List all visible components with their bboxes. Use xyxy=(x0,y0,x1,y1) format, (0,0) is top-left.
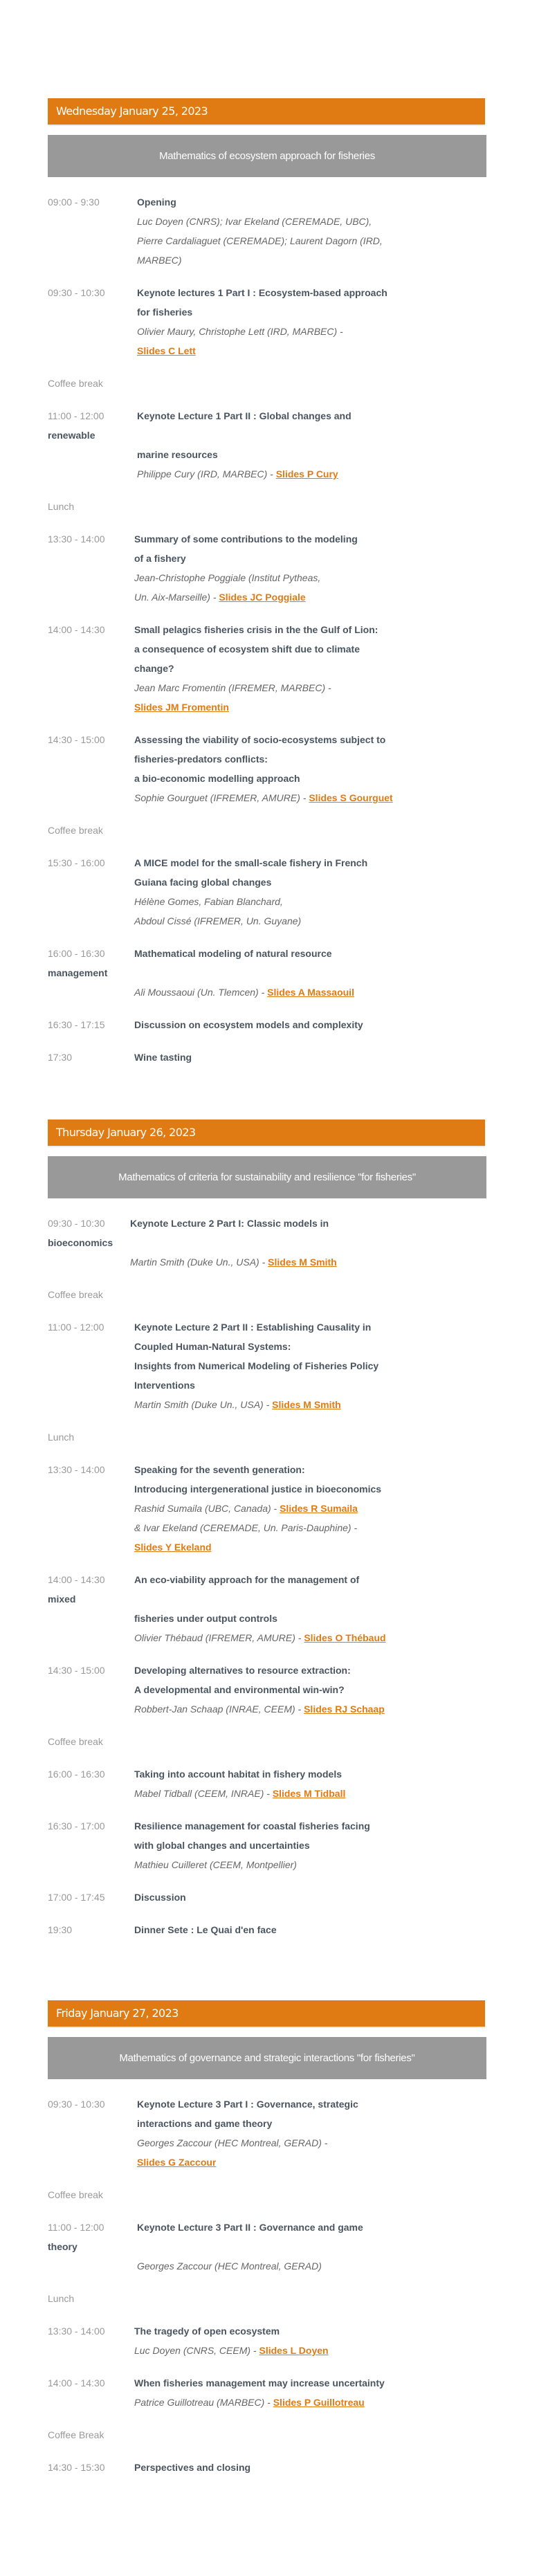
item-title: Insights from Numerical Modeling of Fisheries Policy xyxy=(134,1360,379,1371)
slides-link[interactable]: Slides RJ Schaap xyxy=(304,1703,385,1715)
item-time: 17:00 - 17:45 xyxy=(48,1892,105,1903)
item-time: 13:30 - 14:00 xyxy=(48,2326,105,2337)
item-title: Perspectives and closing xyxy=(134,2462,251,2473)
item-title: Summary of some contributions to the modeling xyxy=(134,533,358,545)
item-speaker: Hélène Gomes, Fabian Blanchard, xyxy=(134,896,283,907)
slides-link[interactable]: Slides C Lett xyxy=(137,345,196,356)
schedule-list xyxy=(48,2094,485,2477)
item-time: 09:30 - 10:30 xyxy=(48,287,105,298)
item-time: 11:00 - 12:00 xyxy=(48,410,104,421)
schedule-item xyxy=(48,1570,485,1647)
slides-link[interactable]: Slides O Thébaud xyxy=(304,1632,386,1643)
item-time: 11:00 - 12:00 xyxy=(48,2222,104,2233)
item-speaker: Mathieu Cuilleret (CEEM, Montpellier) xyxy=(134,1859,297,1870)
slides-link[interactable]: Slides M Smith xyxy=(268,1257,337,1268)
item-title: Keynote Lecture 1 Part II : Global changes and xyxy=(137,410,351,421)
item-speaker: Luc Doyen (CNRS); Ivar Ekeland (CEREMADE, UBC), xyxy=(137,216,372,227)
item-speaker: Philippe Cury (IRD, MARBEC) - xyxy=(137,468,273,479)
item-speaker: Martin Smith (Duke Un., USA) - xyxy=(130,1257,266,1268)
item-title: Resilience management for coastal fisheries facing xyxy=(134,1820,370,1831)
schedule-item xyxy=(48,1920,485,1939)
item-time: 15:30 - 16:00 xyxy=(48,857,105,868)
item-time: 14:00 - 14:30 xyxy=(48,1574,105,1585)
schedule-item xyxy=(48,529,485,607)
schedule-item xyxy=(48,2321,485,2360)
item-title: Coupled Human-Natural Systems: xyxy=(134,1341,291,1352)
item-title: of a fishery xyxy=(134,553,186,564)
item-speaker: Abdoul Cissé (IFREMER, Un. Guyane) xyxy=(134,915,302,926)
schedule-item xyxy=(48,2458,485,2477)
item-title: Keynote Lecture 3 Part I : Governance, strategic xyxy=(137,2099,358,2110)
item-speaker: Pierre Cardaliaguet (CEREMADE); Laurent Dagorn (IRD, xyxy=(137,235,383,246)
slides-link[interactable]: Slides M Smith xyxy=(272,1399,341,1410)
schedule-item xyxy=(48,1764,485,1803)
schedule-item xyxy=(48,853,485,931)
break-label: Lunch xyxy=(48,1432,75,1443)
item-title: with global changes and uncertainties xyxy=(134,1840,310,1851)
item-title: fisheries-predators conflicts: xyxy=(134,753,268,765)
item-title: Speaking for the seventh generation: xyxy=(134,1464,305,1475)
item-time: 13:30 - 14:00 xyxy=(48,1464,105,1475)
schedule-item xyxy=(48,283,485,360)
item-title: marine resources xyxy=(137,449,218,460)
item-title: A MICE model for the small-scale fishery in French xyxy=(134,857,368,868)
item-speaker: & Ivar Ekeland (CEREMADE, Un. Paris-Dauphine) - xyxy=(134,1522,358,1533)
item-time: 13:30 - 14:00 xyxy=(48,533,105,545)
item-speaker: Ali Moussaoui (Un. Tlemcen) - xyxy=(134,987,265,998)
schedule-list xyxy=(48,192,485,1067)
slides-link[interactable]: Slides JM Fromentin xyxy=(134,702,229,713)
schedule-item xyxy=(48,1317,485,1414)
slides-link[interactable]: Slides R Sumaila xyxy=(280,1503,358,1514)
item-title: Wine tasting xyxy=(134,1052,192,1063)
schedule-item xyxy=(48,620,485,717)
day-section-wednesday xyxy=(48,98,485,1067)
item-time: 16:30 - 17:00 xyxy=(48,1820,105,1831)
item-speaker: Robbert-Jan Schaap (INRAE, CEEM) - xyxy=(134,1703,302,1715)
schedule-item xyxy=(48,2218,485,2276)
item-title: An eco-viability approach for the management of xyxy=(134,1574,360,1585)
break-label: Coffee break xyxy=(48,378,103,389)
item-speaker: Olivier Maury, Christophe Lett (IRD, MARBEC) - xyxy=(137,326,343,337)
break-label: Coffee break xyxy=(48,1736,103,1747)
item-time: 14:30 - 15:30 xyxy=(48,2462,105,2473)
slides-link[interactable]: Slides A Massaouil xyxy=(267,987,354,998)
item-title: change? xyxy=(134,663,174,674)
break-label: Coffee break xyxy=(48,2189,103,2200)
item-speaker: Jean Marc Fromentin (IFREMER, MARBEC) - xyxy=(134,682,331,693)
item-time: 09:30 - 10:30 xyxy=(48,1218,105,1229)
schedule-item xyxy=(48,730,485,807)
item-title-wrap: bioeconomics xyxy=(48,1237,113,1248)
item-time: 14:00 - 14:30 xyxy=(48,2377,105,2388)
item-title: Assessing the viability of socio-ecosystems subject to xyxy=(134,734,386,745)
item-speaker: Martin Smith (Duke Un., USA) - xyxy=(134,1399,270,1410)
item-title: Developing alternatives to resource extraction: xyxy=(134,1665,351,1676)
item-title: fisheries under output controls xyxy=(134,1613,277,1624)
schedule-item xyxy=(48,1015,485,1034)
slides-link[interactable]: Slides L Doyen xyxy=(259,2345,329,2356)
item-time: 14:00 - 14:30 xyxy=(48,624,105,635)
item-title: Small pelagics fisheries crisis in the the Gulf of Lion: xyxy=(134,624,378,635)
item-title: The tragedy of open ecosystem xyxy=(134,2326,280,2337)
break-label: Lunch xyxy=(48,501,75,512)
item-time: 11:00 - 12:00 xyxy=(48,1322,104,1333)
theme-bar: Mathematics of ecosystem approach for fisheries xyxy=(48,135,486,177)
theme-bar: Mathematics of governance and strategic interactions "for fisheries" xyxy=(48,2037,486,2079)
schedule-item xyxy=(48,406,485,484)
item-speaker: Luc Doyen (CNRS, CEEM) - xyxy=(134,2345,257,2356)
item-speaker: Jean-Christophe Poggiale (Institut Pytheas, xyxy=(134,572,321,583)
item-speaker: MARBEC) xyxy=(137,255,182,266)
item-time: 19:30 xyxy=(48,1924,73,1935)
item-speaker: Patrice Guillotreau (MARBEC) - xyxy=(134,2397,271,2408)
slides-link[interactable]: Slides G Zaccour xyxy=(137,2157,217,2168)
break-label: Coffee Break xyxy=(48,2429,104,2440)
item-title: When fisheries management may increase uncertainty xyxy=(134,2377,385,2388)
theme-bar: Mathematics of criteria for sustainability and resilience "for fisheries" xyxy=(48,1156,486,1198)
item-title-wrap: theory xyxy=(48,2241,77,2252)
schedule-item xyxy=(48,1214,485,1272)
schedule-list xyxy=(48,1214,485,1939)
item-title: Keynote Lecture 3 Part II : Governance and game xyxy=(137,2222,363,2233)
item-time: 09:30 - 10:30 xyxy=(48,2099,105,2110)
item-title: Keynote Lecture 2 Part II : Establishing Causality in xyxy=(134,1322,372,1333)
item-speaker: Mabel Tidball (CEEM, INRAE) - xyxy=(134,1788,270,1799)
break-label: Coffee break xyxy=(48,1289,103,1300)
item-time: 16:00 - 16:30 xyxy=(48,948,105,959)
item-time: 14:30 - 15:00 xyxy=(48,734,105,745)
item-time: 16:00 - 16:30 xyxy=(48,1769,105,1780)
item-speaker: Sophie Gourguet (IFREMER, AMURE) - xyxy=(134,792,307,803)
slides-link[interactable]: Slides JC Poggiale xyxy=(219,592,306,603)
schedule-item xyxy=(48,944,485,1002)
item-speaker: Georges Zaccour (HEC Montreal, GERAD) xyxy=(137,2260,322,2272)
day-section-friday xyxy=(48,2000,485,2477)
item-title: a consequence of ecosystem shift due to climate xyxy=(134,643,360,655)
item-title: Mathematical modeling of natural resource xyxy=(134,948,332,959)
day-header: Wednesday January 25, 2023 xyxy=(48,98,485,125)
item-title: Keynote Lecture 2 Part I: Classic models in xyxy=(130,1218,329,1229)
schedule-item xyxy=(48,1661,485,1719)
item-title-wrap: management xyxy=(48,967,108,978)
item-speaker: Georges Zaccour (HEC Montreal, GERAD) - xyxy=(137,2137,328,2148)
item-speaker: Olivier Thébaud (IFREMER, AMURE) - xyxy=(134,1632,302,1643)
item-speaker: Rashid Sumaila (UBC, Canada) - xyxy=(134,1503,277,1514)
item-title: Introducing intergenerational justice in bioeconomics xyxy=(134,1483,382,1495)
item-title: Keynote lectures 1 Part I : Ecosystem-based approach xyxy=(137,287,387,298)
item-title: interactions and game theory xyxy=(137,2118,273,2129)
item-title: Discussion on ecosystem models and complexity xyxy=(134,1019,363,1030)
item-title: Discussion xyxy=(134,1892,186,1903)
item-title: Dinner Sete : Le Quai d'en face xyxy=(134,1924,277,1935)
schedule-item xyxy=(48,1048,485,1067)
slides-link[interactable]: Slides Y Ekeland xyxy=(134,1542,212,1553)
item-title: for fisheries xyxy=(137,307,193,318)
item-time: 16:30 - 17:15 xyxy=(48,1019,105,1030)
slides-link[interactable]: Slides S Gourguet xyxy=(309,792,393,803)
schedule-item xyxy=(48,192,485,270)
item-title-wrap: renewable xyxy=(48,430,95,441)
slides-link[interactable]: Slides M Tidball xyxy=(272,1788,346,1799)
schedule-item xyxy=(48,1888,485,1907)
item-title: A developmental and environmental win-win? xyxy=(134,1684,345,1695)
slides-link[interactable]: Slides P Guillotreau xyxy=(273,2397,365,2408)
item-title-wrap: mixed xyxy=(48,1593,76,1605)
schedule-item xyxy=(48,1816,485,1874)
day-section-thursday xyxy=(48,1120,485,1939)
day-header: Thursday January 26, 2023 xyxy=(48,1120,485,1146)
item-time: 14:30 - 15:00 xyxy=(48,1665,105,1676)
item-speaker: Un. Aix-Marseille) - xyxy=(134,592,217,603)
slides-link[interactable]: Slides P Cury xyxy=(275,468,338,479)
item-title: Interventions xyxy=(134,1380,195,1391)
item-title: Taking into account habitat in fishery models xyxy=(134,1769,342,1780)
item-title: Opening xyxy=(137,197,176,208)
item-time: 09:00 - 9:30 xyxy=(48,197,100,208)
schedule-item xyxy=(48,1460,485,1557)
break-label: Lunch xyxy=(48,2293,75,2304)
schedule-item xyxy=(48,2373,485,2412)
break-label: Coffee break xyxy=(48,825,103,836)
schedule-item xyxy=(48,2094,485,2172)
item-title: a bio-economic modelling approach xyxy=(134,773,300,784)
item-title: Guiana facing global changes xyxy=(134,877,272,888)
item-time: 17:30 xyxy=(48,1052,73,1063)
day-header: Friday January 27, 2023 xyxy=(48,2000,485,2027)
